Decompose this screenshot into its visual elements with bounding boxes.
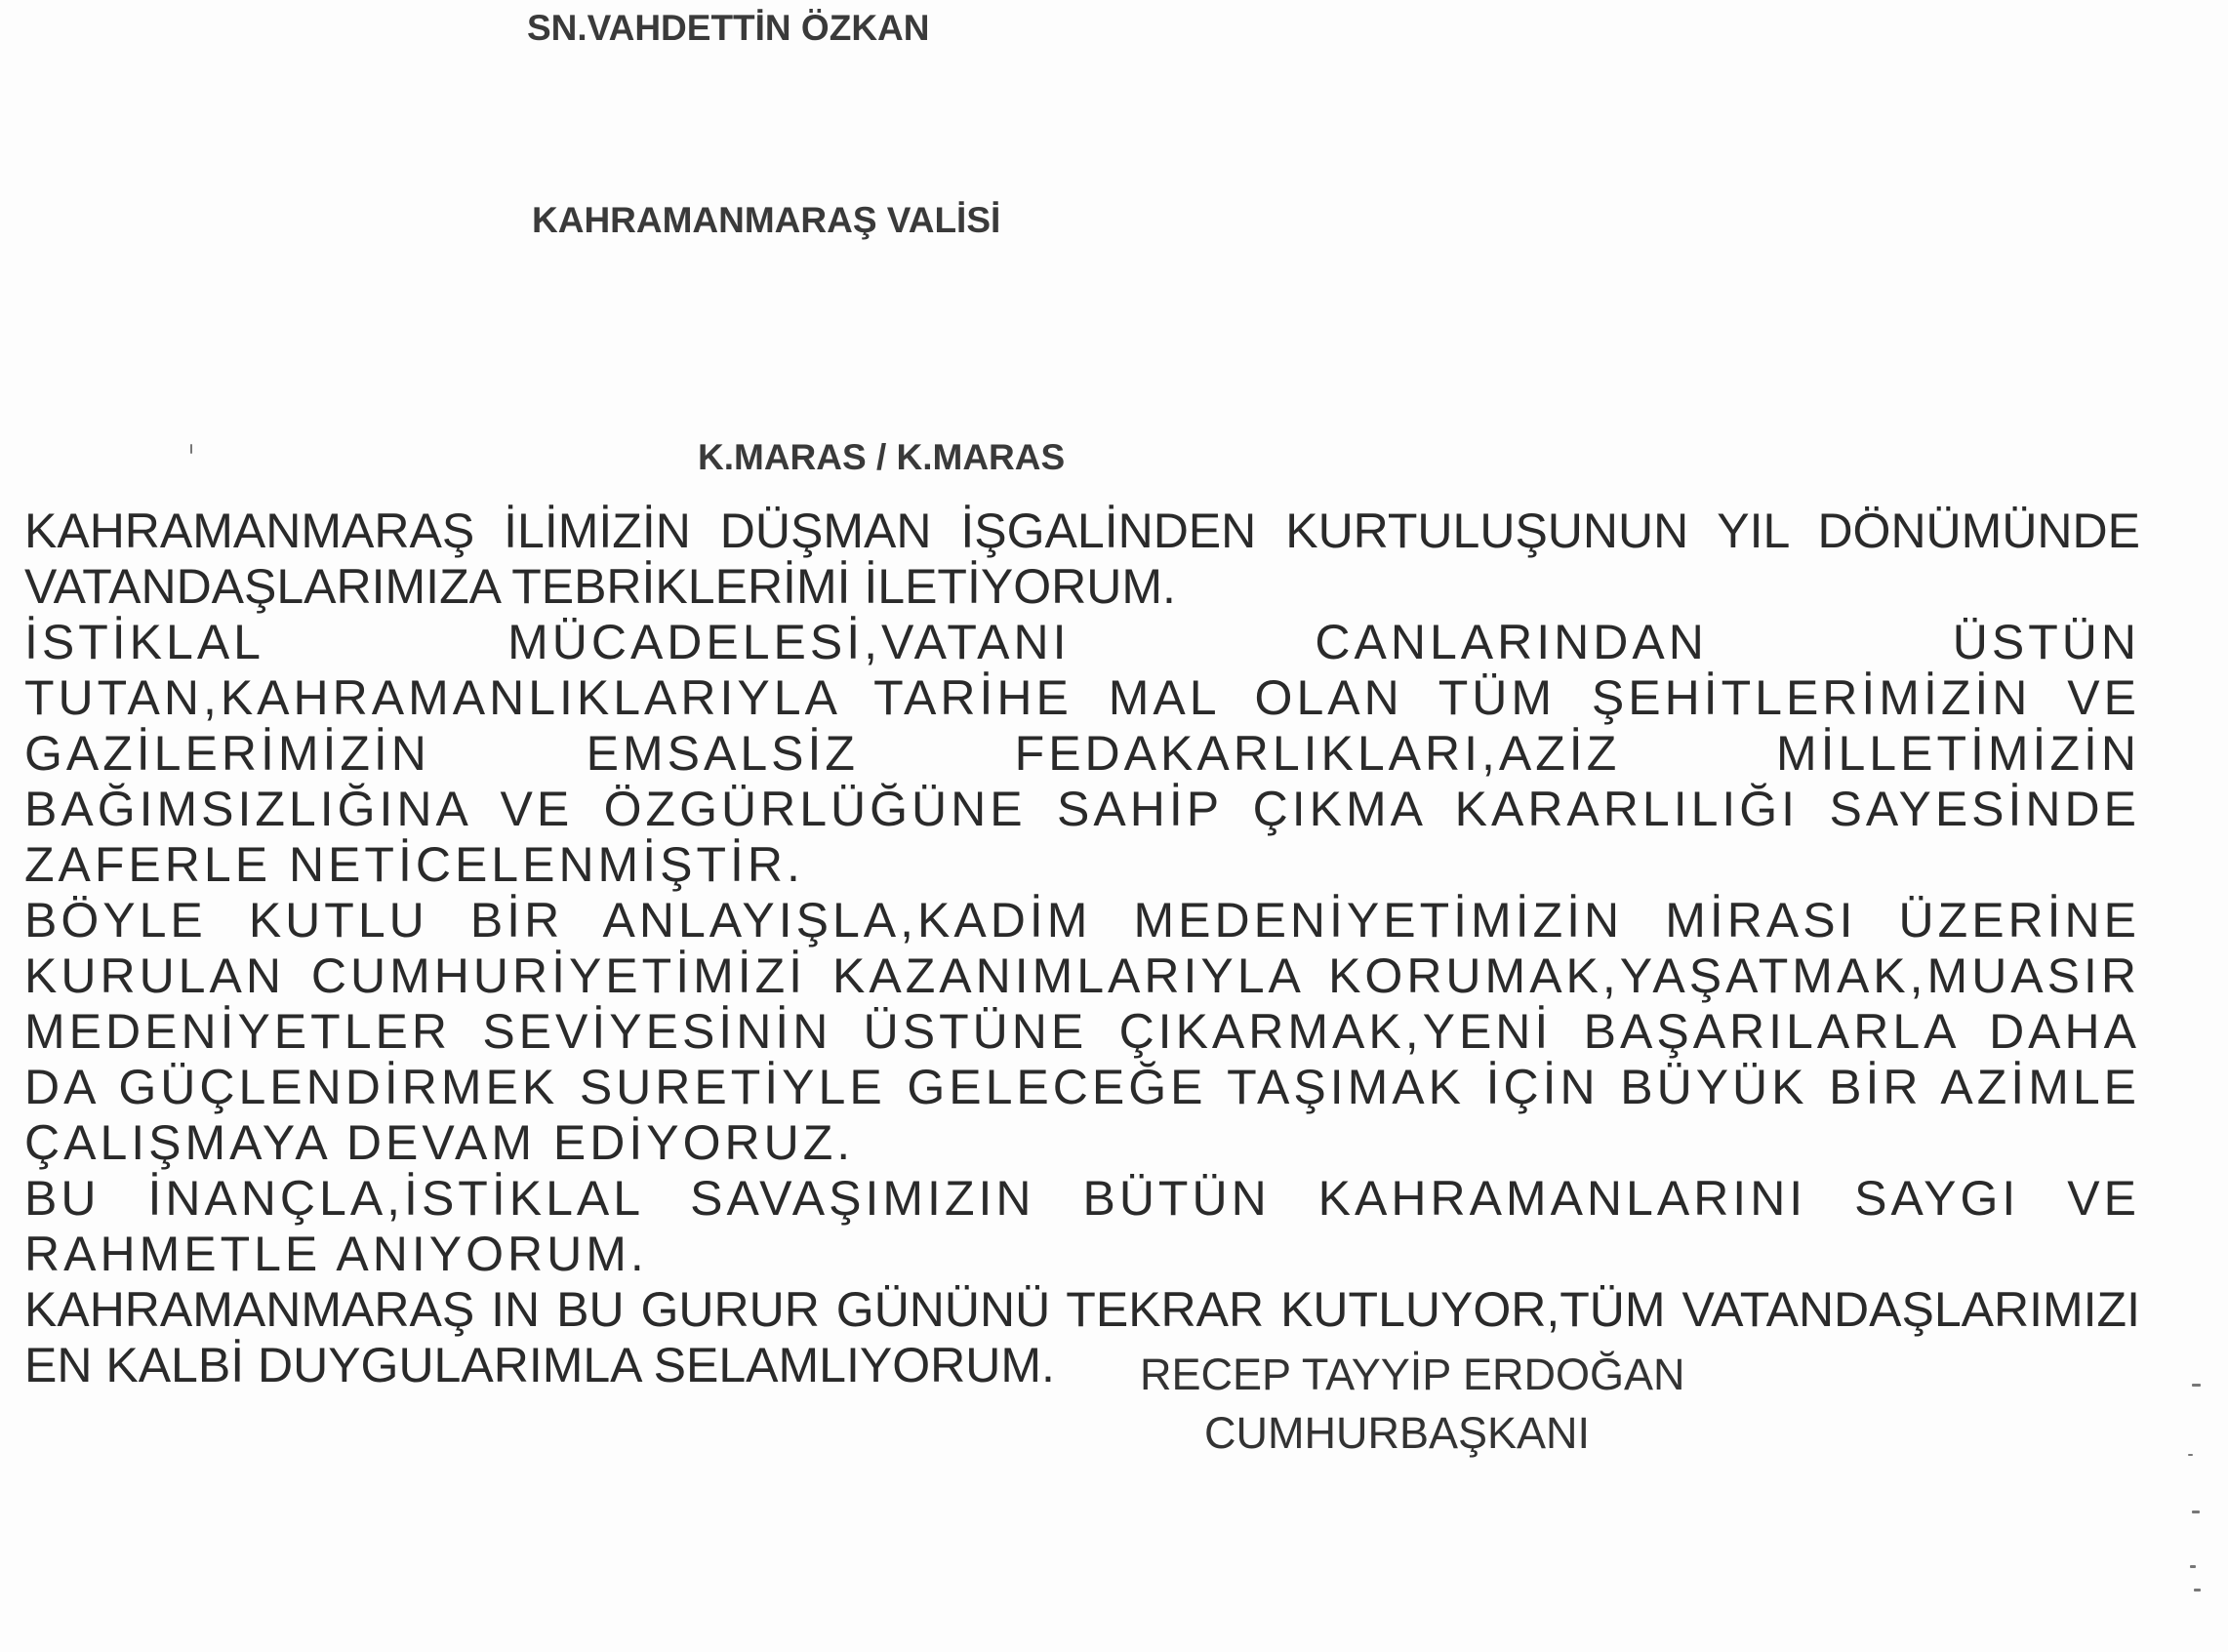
scan-speck: [190, 444, 192, 454]
recipient-title: KAHRAMANMARAŞ VALİSİ: [532, 200, 1001, 240]
body-paragraph-4: BU İNANÇLA,İSTİKLAL SAVAŞIMIZIN BÜTÜN KAHRAMANLARINI SAYGI VE RAHMETLE ANIYORUM.: [24, 1171, 2140, 1281]
recipient-location: K.MARAS / K.MARAS: [698, 437, 1066, 477]
scan-speck: [2194, 1589, 2201, 1592]
recipient-name: SN.VAHDETTİN ÖZKAN: [527, 8, 930, 48]
message-body: [24, 504, 2140, 1393]
body-paragraph-1: KAHRAMANMARAŞ İLİMİZİN DÜŞMAN İŞGALİNDEN KURTULUŞUNUN YIL DÖNÜMÜNDE VATANDAŞLARIMIZA TEBRİKLERİMİ İLETİYORUM.: [24, 504, 2140, 614]
body-paragraph-5: KAHRAMANMARAŞ IN BU GURUR GÜNÜNÜ TEKRAR KUTLUYOR,TÜM VATANDAŞLARIMIZI EN KALBİ DUYGULARIMLA SELAMLIYORUM.: [24, 1282, 2140, 1392]
signature-name: RECEP TAYYİP ERDOĞAN: [1140, 1350, 1685, 1399]
scan-speck: [2190, 1565, 2196, 1568]
signature-title: CUMHURBAŞKANI: [1204, 1408, 1591, 1458]
scan-speck: [2192, 1384, 2201, 1387]
scan-speck: [2188, 1454, 2193, 1456]
body-paragraph-3: BÖYLE KUTLU BİR ANLAYIŞLA,KADİM MEDENİYETİMİZİN MİRASI ÜZERİNE KURULAN CUMHURİYETİMİZİ KAZANIMLARIYLA KORUMAK,YAŞATMAK,MUASIR MEDENİYETLER SEVİYESİNİN ÜSTÜNE ÇIKARMAK,YENİ BAŞARILARLA DAHA DA GÜÇLENDİRMEK SURETİYLE GELECEĞE TAŞIMAK İÇİN BÜYÜK BİR AZİMLE ÇALIŞMAYA DEVAM EDİYORUZ.: [24, 893, 2140, 1170]
scan-speck: [2192, 1511, 2200, 1513]
body-paragraph-2: İSTİKLAL MÜCADELESİ,VATANI CANLARINDAN ÜSTÜN TUTAN,KAHRAMANLIKLARIYLA TARİHE MAL OLAN TÜM ŞEHİTLERİMİZİN VE GAZİLERİMİZİN EMSALSİZ FEDAKARLIKLARI,AZİZ MİLLETİMİZİN BAĞIMSIZLIĞINA VE ÖZGÜRLÜĞÜNE SAHİP ÇIKMA KARARLILIĞI SAYESİNDE ZAFERLE NETİCELENMİŞTİR.: [24, 615, 2140, 892]
